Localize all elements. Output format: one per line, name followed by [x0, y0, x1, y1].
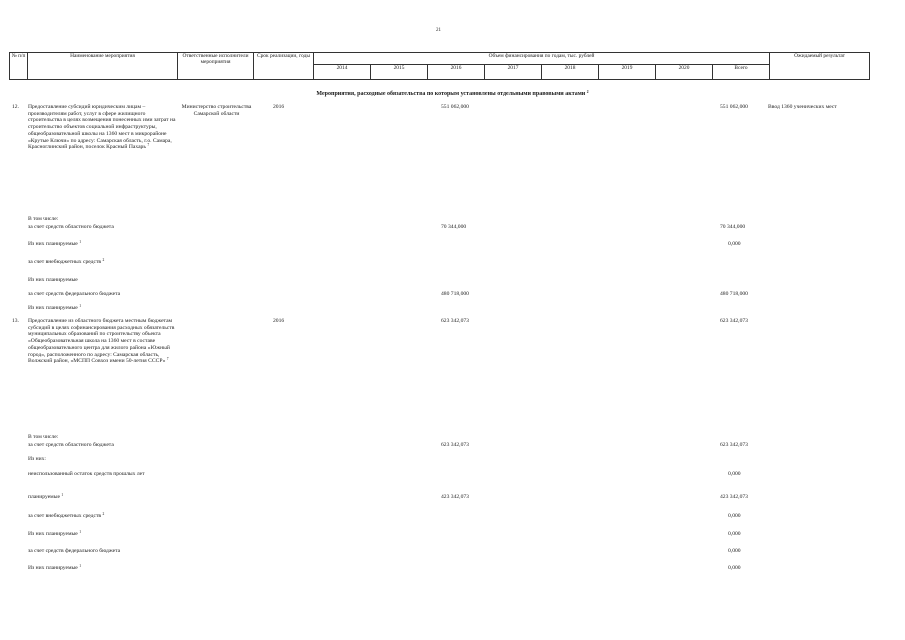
row13-planned3-text: Из них планируемые: [28, 565, 78, 571]
row12-incl: В том числе:: [28, 216, 59, 222]
row12-executor: Министерство строительства Самарской области: [181, 104, 252, 117]
page-number: 21: [436, 28, 441, 33]
row13-planned2: [28, 531, 81, 538]
row13-regional: за счет средств областного бюджета: [28, 442, 114, 448]
row12-planned3-text: Из них планируемые: [28, 305, 78, 311]
row13-federal: за счет средств федерального бюджета: [28, 548, 121, 554]
row13-unused: неиспользованный остаток средств прошлых лет: [28, 471, 145, 477]
row12-planned1: [28, 241, 81, 248]
row12-year: 2016: [273, 104, 285, 110]
row13-name: [28, 318, 178, 365]
header-year: 2014: [314, 65, 371, 80]
row13-of-them: Из них:: [28, 456, 46, 462]
row13-planned-total: 423 342,073: [720, 494, 748, 500]
header-year: 2017: [485, 65, 542, 80]
row13-planned-2016: 423 342,073: [441, 494, 469, 500]
header-executor: Ответственные исполнители мероприятия: [178, 53, 254, 80]
row12-total: 551 062,000: [720, 104, 748, 110]
footnote-mark: 1: [79, 564, 81, 568]
header-year: 2018: [542, 65, 599, 80]
header-term: Срок реализации, годы: [254, 53, 314, 80]
row12-planned2: Из них планируемые: [28, 277, 78, 283]
row12-planned1-total: 0,000: [728, 241, 741, 247]
row12-extra: [28, 259, 104, 266]
footnote-mark: 2: [102, 258, 105, 262]
footnote-mark: 7: [147, 143, 150, 148]
header-total: Всего: [713, 65, 770, 80]
header-year: 2019: [599, 65, 656, 80]
header-funding: Объем финансирования по годам, тыс. рублей: [314, 53, 770, 65]
footnote-mark: 1: [79, 304, 81, 308]
header-year: 2016: [428, 65, 485, 80]
row13-planned-text: планируемые: [28, 494, 60, 500]
footnote-mark: 2: [586, 90, 589, 94]
row13-extra-total: 0,000: [728, 513, 741, 519]
row13-regional-total: 623 342,073: [720, 442, 748, 448]
row12-federal-total: 480 718,000: [720, 291, 748, 297]
row12-federal-2016: 480 718,000: [441, 291, 469, 297]
row12-name-text: Предоставление субсидий юридическим лицам – производителям работ, услуг в сфере жилищного строительства в целях возмещения понесенных ими затрат на строительство объектов социальной инфраструктуры, общеобразовательной школы на 1360 мест в микрорайоне «Крутые Ключи» по адресу: Самарская область, г.о. Самара, Красноглинский район, поселок Красный Пахарь: [28, 104, 176, 151]
header-year: 2015: [371, 65, 428, 80]
row12-name: [28, 104, 178, 151]
row12-federal: за счет средств федерального бюджета: [28, 291, 121, 297]
row13-unused-total: 0,000: [728, 471, 741, 477]
row12-extra-text: за счет внебюджетных средств: [28, 259, 102, 265]
footnote-mark: 1: [79, 240, 81, 244]
header-table: [9, 52, 870, 80]
row13-planned: [28, 494, 63, 501]
header-year: 2020: [656, 65, 713, 80]
section-title: [0, 91, 905, 98]
row12-result: Ввод 1360 ученических мест: [768, 104, 837, 110]
row12-amount-2016: 551 062,000: [441, 104, 469, 110]
footnote-mark: 7: [166, 357, 169, 362]
row13-regional-2016: 623 342,073: [441, 442, 469, 448]
row12-regional-total: 70 344,000: [720, 224, 746, 230]
row-number: 12.: [12, 104, 19, 110]
section-title-text: Мероприятия, расходные обязательства по которым установлены отдельными правовыми актами: [316, 91, 586, 97]
row13-federal-total: 0,000: [728, 548, 741, 554]
footnote-mark: 2: [102, 512, 105, 516]
row13-planned2-total: 0,000: [728, 531, 741, 537]
row-number: 13.: [12, 318, 19, 324]
row13-planned3: [28, 565, 81, 572]
row13-amount-2016: 623 342,073: [441, 318, 469, 324]
row12-planned3: [28, 305, 81, 312]
footnote-mark: 1: [61, 493, 64, 497]
row13-planned2-text: Из них планируемые: [28, 531, 78, 537]
row12-regional-2016: 70 344,000: [441, 224, 467, 230]
row13-name-text: Предоставление из областного бюджета местным бюджетам субсидий в целях софинансирования расходных обязательств муниципальных образований по строительству объекта «Общеобразовательная школа на 1360 мест в составе общеобразовательного центра для жилого района «Южный город», расположенного по адресу: Самарская область, Волжский район, «МСПП Совхоз имени 50-летия СССР»: [28, 318, 175, 365]
row12-regional: за счет средств областного бюджета: [28, 224, 114, 230]
row13-planned3-total: 0,000: [728, 565, 741, 571]
row13-extra: [28, 513, 104, 520]
header-name: Наименование мероприятия: [28, 53, 178, 80]
row12-planned1-text: Из них планируемые: [28, 241, 78, 247]
row13-extra-text: за счет внебюджетных средств: [28, 513, 102, 519]
footnote-mark: 1: [79, 530, 81, 534]
row13-year: 2016: [273, 318, 285, 324]
header-num: № п/п: [10, 53, 28, 80]
row13-incl: В том числе:: [28, 434, 59, 440]
header-result: Ожидаемый результат: [770, 53, 870, 80]
row13-total: 623 342,073: [720, 318, 748, 324]
